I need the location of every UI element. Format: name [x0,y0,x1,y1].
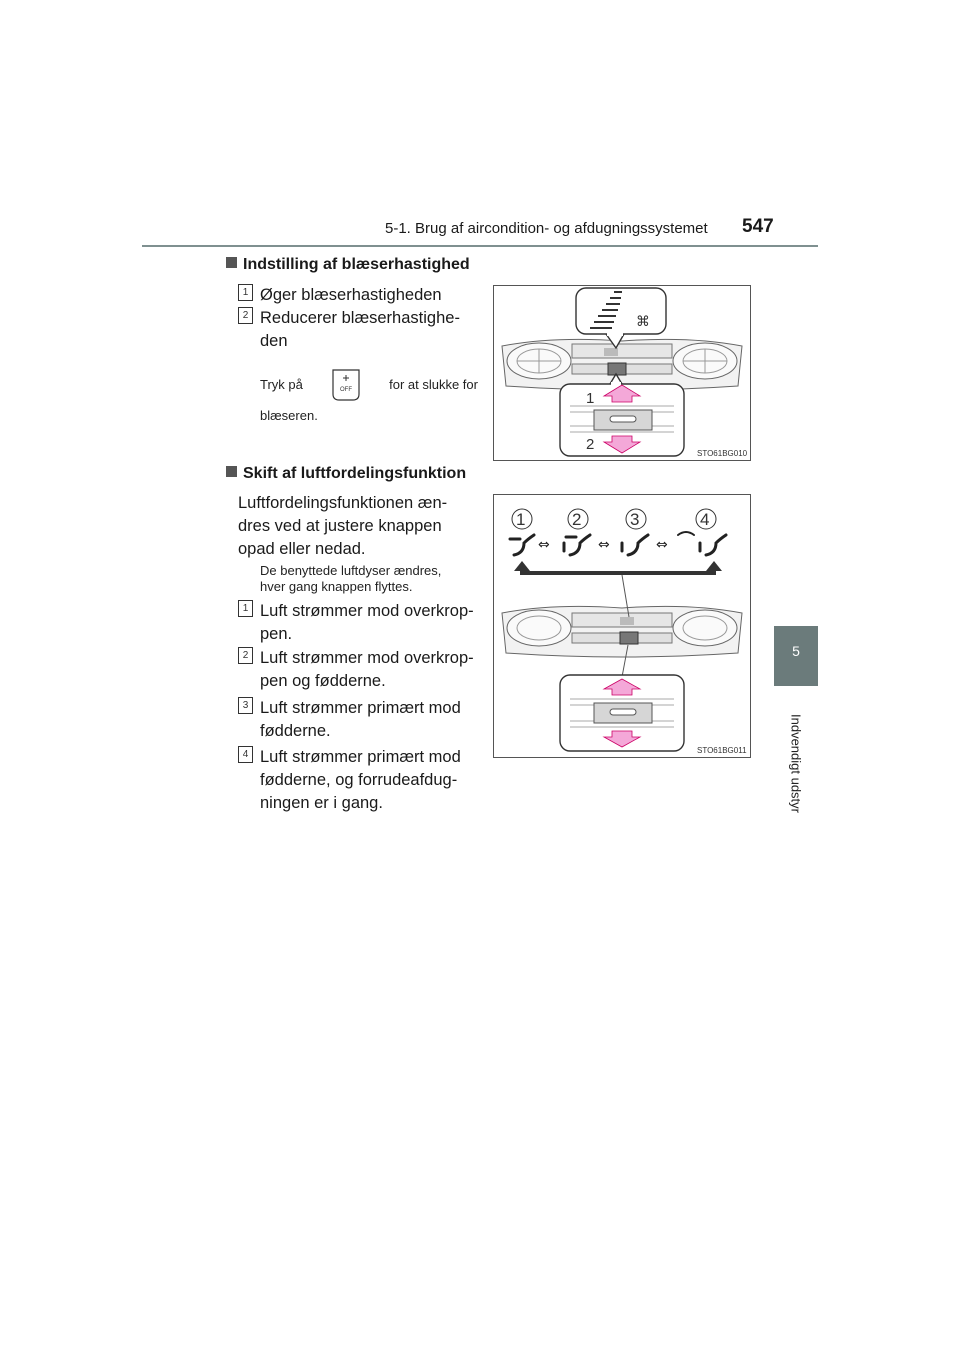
figure-code: STO61BG011 [697,746,747,755]
item-text: Øger blæserhastigheden [260,286,442,304]
square-bullet-icon [226,257,237,268]
item-number-badge: 1 [238,284,253,301]
section-heading-text: Skift af luftfordelingsfunktion [243,465,467,482]
section-heading-air-distribution [226,465,466,483]
air-distribution-illustration [494,495,750,757]
list-item [238,284,478,307]
list-item [238,697,478,743]
note-vents [260,563,478,595]
note-text: Tryk på [260,377,303,392]
double-arrow-icon: ⇔ [598,537,610,553]
section-heading-fan-speed [226,256,470,274]
intro-paragraph [238,492,478,561]
item-text-line: fødderne. [260,722,331,740]
note-text: blæseren. [260,408,318,423]
intro-line: Luftfordelingsfunktionen æn- [238,494,448,512]
figure-label: 3 [630,510,640,529]
intro-line: dres ved at justere knappen [238,517,442,535]
list-item [238,746,478,815]
double-arrow-icon: ⇔ [538,537,550,553]
item-text-line: Luft strømmer mod overkrop- [260,602,474,620]
item-text-line: Luft strømmer primært mod [260,699,461,717]
item-text-line: den [260,332,288,350]
fan-speed-illustration [494,286,750,460]
figure-code: STO61BG010 [697,449,748,458]
mode-feet-icon [622,535,648,555]
fan-off-button-icon [329,368,363,402]
chapter-label-wrap [774,692,818,852]
header-rule [142,245,818,247]
figure-fan-speed [493,285,751,461]
item-text-line: Luft strømmer mod overkrop- [260,649,474,667]
list-item [238,647,478,693]
section-heading-text: Indstilling af blæserhastighed [243,256,470,273]
figure-label: 1 [586,390,595,407]
square-bullet-icon [226,466,237,477]
figure-label: 1 [516,510,526,529]
item-text-line: ningen er i gang. [260,794,383,812]
item-text-line: Reducerer blæserhastighe- [260,309,460,327]
item-text-line: pen. [260,625,293,643]
item-number-badge: 3 [238,697,253,714]
item-number-badge: 4 [238,746,253,763]
figure-label: 2 [586,436,595,453]
chapter-label: Indvendigt udstyr [788,713,804,814]
left-vent-icon [507,610,571,646]
item-text-line: pen og fødderne. [260,672,386,690]
chapter-number: 5 [792,643,800,659]
left-vent-icon [507,343,571,379]
figure-label: 2 [572,510,582,529]
cycle-return-arrow-icon [514,561,722,575]
item-number-badge: 1 [238,600,253,617]
intro-line: opad eller nedad. [238,540,366,558]
fan-icon: ⌘ [636,314,650,330]
item-number-badge: 2 [238,307,253,324]
button-label: OFF [339,387,352,393]
right-vent-icon [673,610,737,646]
item-number-badge: 2 [238,647,253,664]
mode-feet-defrost-icon [678,532,726,555]
figure-air-distribution [493,494,751,758]
note-fan-off [260,368,478,424]
page-number: 547 [742,216,774,237]
item-text-line: fødderne, og forrudeafdug- [260,771,458,789]
figure-label: 4 [700,510,710,529]
item-text-line: Luft strømmer primært mod [260,748,461,766]
running-header: 5-1. Brug af aircondition- og afdugningssystemet [385,220,708,237]
note-line: De benyttede luftdyser ændres, [260,563,442,578]
list-item [238,600,478,646]
note-text: for at slukke for [389,377,478,392]
mode-face-icon [510,535,534,555]
right-vent-icon [673,343,737,379]
mode-bilevel-icon [564,535,590,555]
double-arrow-icon: ⇔ [656,537,668,553]
list-item [238,307,478,353]
note-line: hver gang knappen flyttes. [260,579,413,594]
